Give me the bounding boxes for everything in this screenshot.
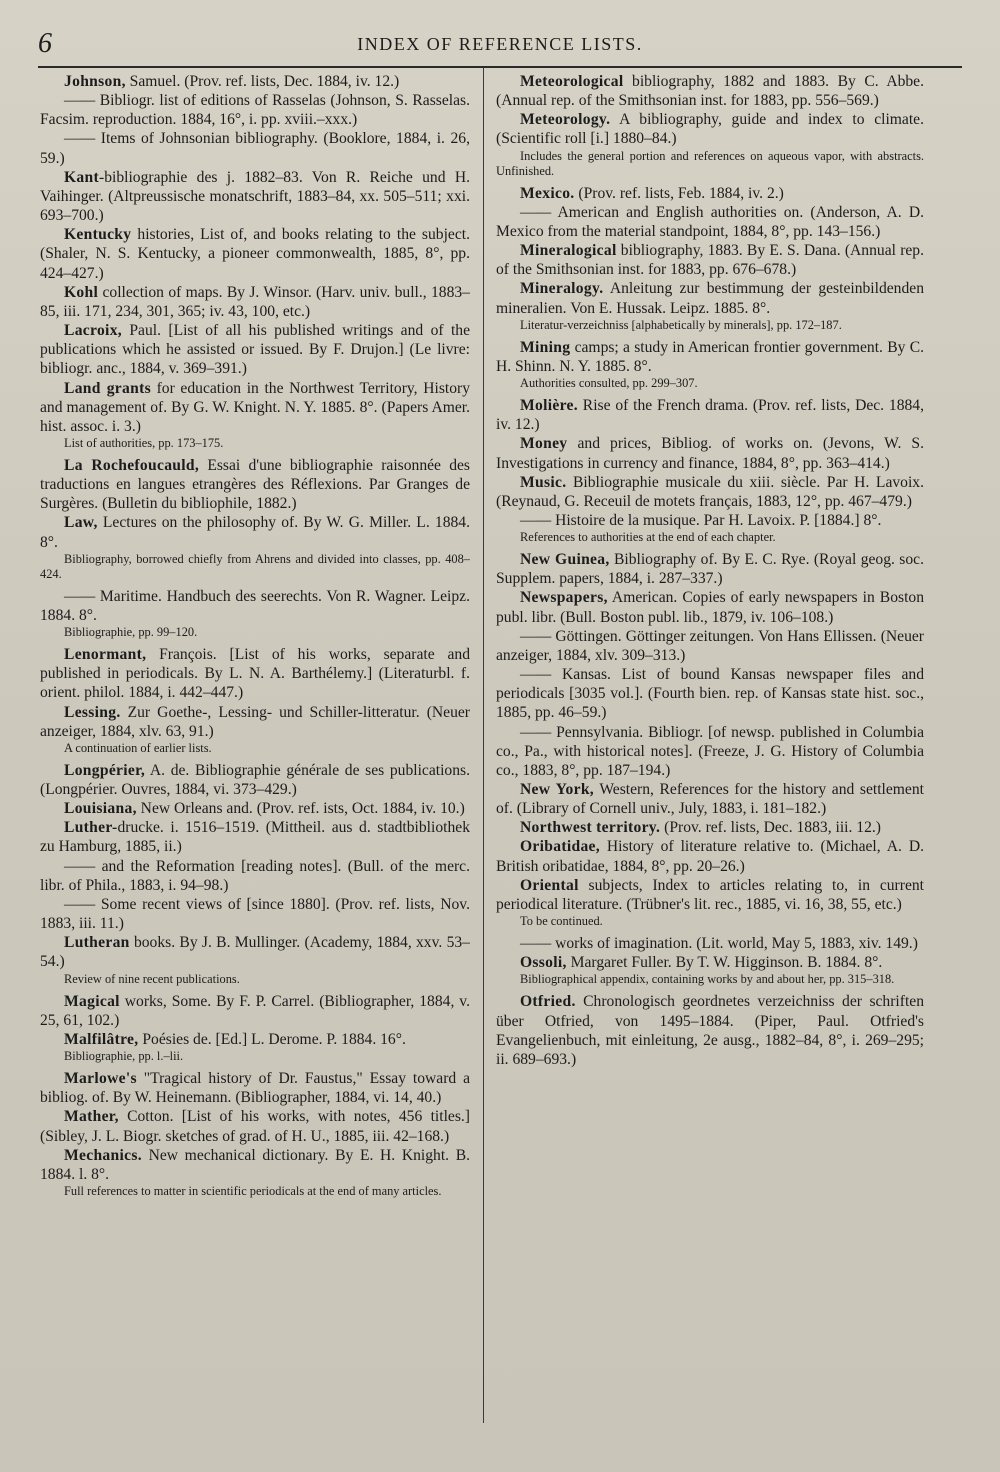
entry-text: Western, References for the history and settlement of. (Library of Cornell univ., July, 1883, i. 181–182.) — [496, 781, 924, 818]
page-header — [38, 28, 962, 60]
entry-heading: Oribatidae, — [520, 838, 600, 856]
note-text: A continuation of earlier lists. — [64, 740, 212, 755]
entry-note — [40, 1184, 470, 1199]
entry-heading: Mining — [520, 338, 571, 356]
entry-text: Anleitung zur bestimmung der gesteinbildenden mineralien. Von E. Hussak. Leipz. 1885. 8°. — [496, 280, 924, 317]
entry-heading: Music. — [520, 473, 567, 491]
entry-text: —— American and English authorities on. (Anderson, A. D. Mexico from the material standpoint, 1884, 8°, pp. 143–156.) — [496, 203, 924, 240]
entry-text: —— Some recent views of [since 1880]. (Prov. ref. lists, Nov. 1883, iii. 11.) — [40, 895, 470, 933]
entry-note — [496, 376, 924, 391]
index-entry — [496, 588, 924, 626]
index-entry — [496, 665, 924, 722]
entry-note — [496, 318, 924, 333]
entry-text: A. de. Bibliographie générale de ses publications. (Longpérier. Ouvres, 1884, vi. 373–429.) — [40, 761, 470, 798]
entry-text: drucke. i. 1516–1519. (Mittheil. aus d. stadtbibliothek zu Hamburg, 1885, ii.) — [40, 819, 470, 856]
entry-heading: Northwest territory. — [520, 819, 661, 837]
note-text: Review of nine recent publications. — [64, 971, 240, 986]
entry-text: Bibliography of. By E. C. Rye. (Royal geog. soc. Supplem. papers, 1884, i. 287–337.) — [496, 551, 924, 588]
entry-heading: Ossoli, — [520, 954, 567, 972]
entry-heading: New York, — [520, 781, 594, 798]
index-entry — [40, 818, 470, 856]
index-entry — [40, 703, 470, 741]
entry-heading: La Rochefoucauld, — [64, 456, 200, 474]
entry-text: —— Kansas. List of bound Kansas newspaper files and periodicals [3035 vol.]. (Fourth bien. rep. of Kansas state hist. soc., 1885, pp. 46–59.) — [496, 666, 924, 722]
entry-note — [40, 436, 470, 451]
entry-text: Margaret Fuller. By T. W. Higginson. B. 1884. 8°. — [566, 954, 883, 972]
entry-heading: Lenormant, — [64, 646, 147, 664]
entry-text: (Prov. ref. lists, Dec. 1883, iii. 12.) — [660, 819, 881, 837]
entry-heading: Newspapers, — [520, 589, 608, 607]
entry-text: Essai d'une bibliographie raisonnée des traductions en langues etrangères des Réflexions. Par Granges de Surgères. (Bulletin du bibliophile, 1882.) — [40, 456, 470, 513]
index-entry — [40, 799, 470, 818]
entry-text: History of literature relative to. (Michael, A. D. British oribatidae, 1884, 8°, pp. 20–26.) — [496, 838, 924, 875]
entry-text: books. By J. B. Mullinger. (Academy, 1884, xxv. 53–54.) — [40, 934, 470, 971]
entry-heading: Kohl — [64, 283, 99, 301]
entry-heading: New Guinea, — [520, 551, 610, 569]
entry-note — [40, 552, 470, 582]
entry-heading: Louisiana, — [64, 800, 137, 818]
entry-text: Rise of the French drama. (Prov. ref. lists, Dec. 1884, iv. 12.) — [496, 397, 924, 434]
entry-text: Bibliographie musicale du xiii. siècle. Par H. Lavoix. (Reynaud, G. Receuil de motets français, 1883, 12°, pp. 467–479.) — [496, 473, 924, 510]
note-text: Literatur-verzeichniss [alphabetically by minerals], pp. 172–187. — [520, 317, 842, 332]
index-entry — [40, 1146, 470, 1184]
entry-text: collection of maps. By J. Winsor. (Harv. univ. bull., 1883–85, iii. 171, 234, 301, 365; iv. 43, 100, etc.) — [40, 283, 470, 320]
entry-note — [496, 914, 924, 929]
note-text: To be continued. — [520, 914, 603, 929]
entry-text: —— Pennsylvania. Bibliogr. [of newsp. published in Columbia co., Pa., with historical notes]. (Freeze, J. G. History of Columbia co., 1883, 8°, pp. 187–194.) — [496, 723, 924, 779]
index-entry — [496, 184, 924, 203]
index-entry — [40, 587, 470, 625]
note-text: Bibliographie, pp. l.–lii. — [64, 1049, 184, 1064]
note-text: References to authorities at the end of each chapter. — [520, 530, 776, 545]
entry-text: —— Göttingen. Göttinger zeitungen. Von Hans Ellissen. (Neuer anzeiger, 1884, xlv. 309–313.) — [496, 627, 924, 664]
entry-heading: Mather, — [64, 1108, 119, 1126]
index-entry — [496, 818, 924, 837]
index-entry — [40, 283, 470, 321]
index-entry — [40, 933, 470, 971]
index-entry — [496, 953, 924, 972]
note-text: Bibliography, borrowed chiefly from Ahrens and divided into classes, pp. 408–424. — [40, 551, 470, 581]
index-entry — [40, 895, 470, 933]
entry-note — [496, 530, 924, 545]
entry-text: —— works of imagination. (Lit. world, May 5, 1883, xiv. 149.) — [520, 935, 918, 953]
index-entry — [40, 513, 470, 551]
index-entry — [40, 761, 470, 799]
entry-text: and prices, Bibliog. of works on. (Jevons, W. S. Investigations in currency and finance, 1884, 8°, pp. 363–414.) — [496, 435, 924, 472]
entry-text: bibliography, 1882 and 1883. By C. Abbe. (Annual rep. of the Smithsonian inst. for 1883, pp. 556–569.) — [496, 73, 924, 110]
index-entry — [496, 338, 924, 376]
entry-text: Poésies de. [Ed.] L. Derome. P. 1884. 16°. — [138, 1030, 406, 1048]
note-text: Full references to matter in scientific periodicals at the end of many articles. — [64, 1183, 442, 1198]
entry-text: —— Bibliogr. list of editions of Rasselas (Johnson, S. Rasselas. Facsim. reproduction. 1884, 16°, i. pp. xviii.–xxx.) — [40, 92, 470, 129]
entry-heading: Mexico. — [520, 184, 575, 202]
left-column — [40, 72, 470, 1452]
index-entry — [40, 379, 470, 436]
entry-note — [496, 149, 924, 179]
index-entry — [496, 396, 924, 434]
index-entry — [496, 780, 924, 818]
index-entry — [496, 511, 924, 530]
entry-heading: Meteorology. — [520, 111, 611, 129]
entry-note — [496, 972, 924, 987]
entry-heading: Mineralogical — [520, 242, 617, 260]
index-entry — [496, 723, 924, 780]
entry-heading: Lacroix, — [64, 322, 122, 340]
entry-text: subjects, Index to articles relating to, in current periodical literature. (Trübner's lit. rec., 1885, vi. 16, 38, 55, etc.) — [496, 876, 924, 913]
entry-note — [40, 972, 470, 987]
index-entry — [40, 225, 470, 282]
entry-text: —— Items of Johnsonian bibliography. (Booklore, 1884, i. 26, 59.) — [40, 130, 470, 167]
entry-heading: Malfilâtre, — [64, 1030, 139, 1048]
entry-heading: Oriental — [520, 876, 579, 894]
index-entry — [40, 1030, 470, 1049]
index-entry — [40, 168, 470, 225]
entry-text: Paul. [List of all his published writings and of the publications which he assisted or issued. By F. Drujon.] (Le livre: bibliogr. anc., 1884, v. 369–391.) — [40, 322, 470, 378]
entry-heading: Longpérier, — [64, 761, 146, 779]
index-entry — [40, 72, 470, 91]
entry-text: Cotton. [List of his works, with notes, 456 titles.] (Sibley, J. L. Biogr. sketches of grad. of H. U., 1885, iii. 42–168.) — [40, 1108, 470, 1145]
entry-text: —— Histoire de la musique. Par H. Lavoix. P. [1884.] 8°. — [520, 511, 882, 529]
entry-text: Zur Goethe-, Lessing- und Schiller-litteratur. (Neuer anzeiger, 1884, xlv. 63, 91.) — [40, 703, 470, 740]
entry-heading: Kant — [64, 168, 99, 186]
page-number: 6 — [38, 28, 52, 59]
index-entry — [496, 876, 924, 914]
index-entry — [496, 72, 924, 110]
entry-note — [40, 1049, 470, 1064]
right-column — [496, 72, 924, 1452]
index-entry — [496, 627, 924, 665]
note-text: Authorities consulted, pp. 299–307. — [520, 376, 698, 391]
entry-text: Samuel. (Prov. ref. lists, Dec. 1884, iv. 12.) — [125, 73, 400, 90]
index-entry — [496, 434, 924, 472]
entry-text: bibliography, 1883. By E. S. Dana. (Annual rep. of the Smithsonian inst. for 1883, pp. 676–678.) — [496, 242, 924, 279]
entry-text: New mechanical dictionary. By E. H. Knight. B. 1884. l. 8°. — [40, 1146, 470, 1183]
index-entry — [40, 645, 470, 702]
entry-heading: Meteorological — [520, 73, 624, 90]
index-entry — [496, 550, 924, 588]
header-rule — [38, 66, 962, 68]
note-text: Includes the general portion and references on aqueous vapor, with abstracts. Unfinished. — [496, 148, 924, 178]
entry-heading: Money — [520, 435, 568, 453]
entry-heading: Kentucky — [64, 226, 132, 244]
entry-text: New Orleans and. (Prov. ref. ists, Oct. 1884, iv. 10.) — [136, 800, 465, 818]
entry-heading: Molière. — [520, 397, 578, 415]
entry-heading: Mechanics. — [64, 1146, 142, 1164]
index-entry — [496, 279, 924, 317]
index-entry — [496, 110, 924, 148]
entry-heading: Johnson, — [64, 73, 126, 90]
index-entry — [40, 321, 470, 378]
index-entry — [496, 241, 924, 279]
note-text: Bibliographical appendix, containing works by and about her, pp. 315–318. — [520, 972, 895, 987]
entry-text: —— and the Reformation [reading notes]. (Bull. of the merc. libr. of Phila., 1883, i. 94–98.) — [40, 857, 470, 894]
index-entry — [40, 857, 470, 895]
entry-text: American. Copies of early newspapers in Boston publ. libr. (Bull. Boston publ. lib., 1879, iv. 106–108.) — [496, 589, 924, 626]
index-entry — [496, 992, 924, 1069]
entry-note — [40, 741, 470, 756]
entry-heading: Lutheran — [64, 934, 130, 952]
index-entry — [40, 91, 470, 129]
entry-text: histories, List of, and books relating to the subject. (Shaler, N. S. Kentucky, a pioneer commonwealth, 1885, 8°, pp. 424–427.) — [40, 226, 470, 282]
entry-heading: Land grants — [64, 379, 151, 397]
entry-heading: Magical — [64, 992, 120, 1010]
index-entry — [40, 992, 470, 1030]
entry-text: -bibliographie des j. 1882–83. Von R. Reiche und H. Vaihinger. (Altpreussische monatschrift, 1883–84, xx. 505–511; xxi. 693–700.) — [40, 168, 470, 225]
running-head: INDEX OF REFERENCE LISTS. — [357, 34, 643, 54]
entry-note — [40, 625, 470, 640]
entry-text: François. [List of his works, separate and published in periodicals. By L. N. A. Barthélemy.] (Literaturbl. f. orient. philol. 1884, i. 442–447.) — [40, 646, 470, 702]
entry-heading: Mineralogy. — [520, 280, 604, 298]
index-entry — [40, 1107, 470, 1145]
entry-text: —— Maritime. Handbuch des seerechts. Von R. Wagner. Leipz. 1884. 8°. — [40, 587, 470, 624]
index-entry — [496, 934, 924, 953]
entry-heading: Law, — [64, 514, 98, 532]
column-divider — [483, 68, 484, 1423]
note-text: List of authorities, pp. 173–175. — [64, 435, 224, 450]
entry-text: (Prov. ref. lists, Feb. 1884, iv. 2.) — [574, 184, 784, 202]
entry-text: Lectures on the philosophy of. By W. G. Miller. L. 1884. 8°. — [40, 514, 470, 551]
entry-text: A bibliography, guide and index to climate. (Scientific roll [i.] 1880–84.) — [496, 111, 924, 148]
entry-text: works, Some. By F. P. Carrel. (Bibliographer, 1884, v. 25, 61, 102.) — [40, 992, 470, 1029]
entry-text: for education in the Northwest Territory, History and management of. By G. W. Knight. N. Y. 1885. 8°. (Papers Amer. hist. assoc. i. 3.) — [40, 379, 470, 435]
entry-heading: Lessing. — [64, 703, 121, 721]
index-entry — [496, 473, 924, 511]
index-entry — [40, 456, 470, 513]
entry-heading: Marlowe's — [64, 1070, 137, 1088]
entry-text: camps; a study in American frontier government. By C. H. Shinn. N. Y. 1885. 8°. — [496, 338, 924, 375]
entry-heading: Luther- — [64, 819, 118, 837]
index-entry — [496, 203, 924, 241]
index-entry — [40, 1069, 470, 1107]
entry-text: Chronologisch geordnetes verzeichniss der schriften über Otfried, von 1495–1884. (Piper, Paul. Otfried's Evangelienbuch, mit einleitung, 2e ausg., 1882–84, 8°, i. 269–295; ii. 689–693.) — [496, 993, 924, 1068]
index-entry — [496, 837, 924, 875]
note-text: Bibliographie, pp. 99–120. — [64, 625, 198, 640]
index-entry — [40, 129, 470, 167]
entry-text: "Tragical history of Dr. Faustus," Essay toward a bibliog. of. By W. Heinemann. (Bibliographer, 1884, vi. 14, 40.) — [40, 1070, 470, 1107]
entry-heading: Otfried. — [520, 993, 576, 1011]
